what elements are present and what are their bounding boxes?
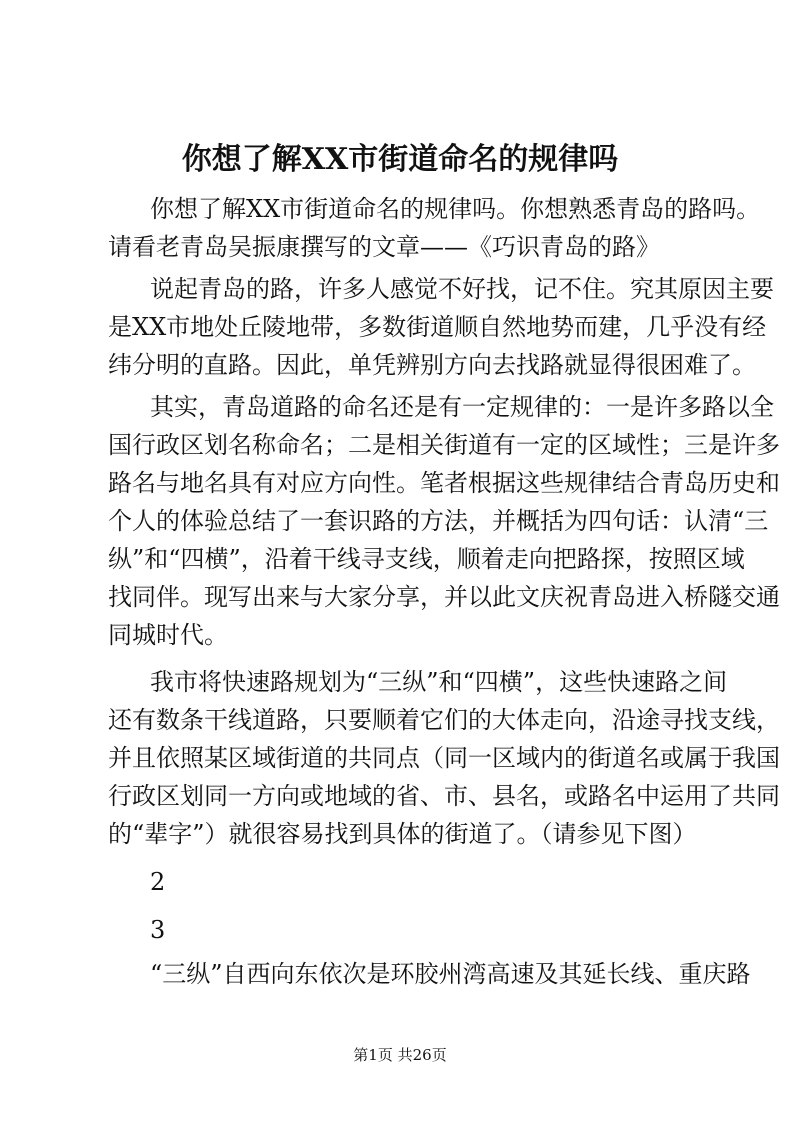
paragraph-line: 的“辈字”）就很容易找到具体的街道了。（请参见下图）: [108, 820, 697, 848]
paragraph-line: “三纵”自西向东依次是环胶州湾高速及其延长线、重庆路: [150, 960, 751, 988]
paragraph-line: 并且依照某区域街道的共同点（同一区域内的街道名或属于我国: [108, 744, 780, 772]
figure-label: 2: [150, 868, 166, 896]
paragraph-line: 请看老青岛吴振康撰写的文章——《巧识青岛的路》: [108, 233, 660, 261]
paragraph-line: 还有数条干线道路，只要顺着它们的大体走向，沿途寻找支线，: [108, 706, 780, 734]
paragraph-line: 纵”和“四横”，沿着干线寻支线，顺着走向把路探，按照区域: [108, 545, 745, 573]
figure-label: 3: [150, 916, 166, 944]
paragraph-line: 国行政区划名称命名；二是相关街道有一定的区域性；三是许多: [108, 431, 780, 459]
page-number-footer: 第1页 共26页: [353, 1046, 447, 1064]
paragraph-line: 是XX市地处丘陵地带，多数街道顺自然地势而建，几乎没有经: [108, 313, 767, 341]
paragraph-line: 个人的体验总结了一套识路的方法，并概括为四句话：认清“三: [108, 507, 769, 535]
document-title: 你想了解XX市街道命名的规律吗: [181, 142, 619, 177]
paragraph-line: 纬分明的直路。因此，单凭辨别方向去找路就显得很困难了。: [108, 351, 756, 379]
paragraph-line: 行政区划同一方向或地域的省、市、县名，或路名中运用了共同: [108, 782, 780, 810]
paragraph-line: 路名与地名具有对应方向性。笔者根据这些规律结合青岛历史和: [108, 469, 780, 497]
paragraph-line: 其实，青岛道路的命名还是有一定规律的：一是许多路以全: [150, 393, 774, 421]
paragraph-line: 我市将快速路规划为“三纵”和“四横”，这些快速路之间: [150, 668, 728, 696]
paragraph-line: 你想了解XX市街道命名的规律吗。你想熟悉青岛的路吗。: [150, 195, 761, 223]
paragraph-line: 找同伴。现写出来与大家分享，并以此文庆祝青岛进入桥隧交通: [108, 583, 780, 611]
paragraph-line: 同城时代。: [108, 621, 228, 649]
paragraph-line: 说起青岛的路，许多人感觉不好找，记不住。究其原因主要: [150, 275, 774, 303]
